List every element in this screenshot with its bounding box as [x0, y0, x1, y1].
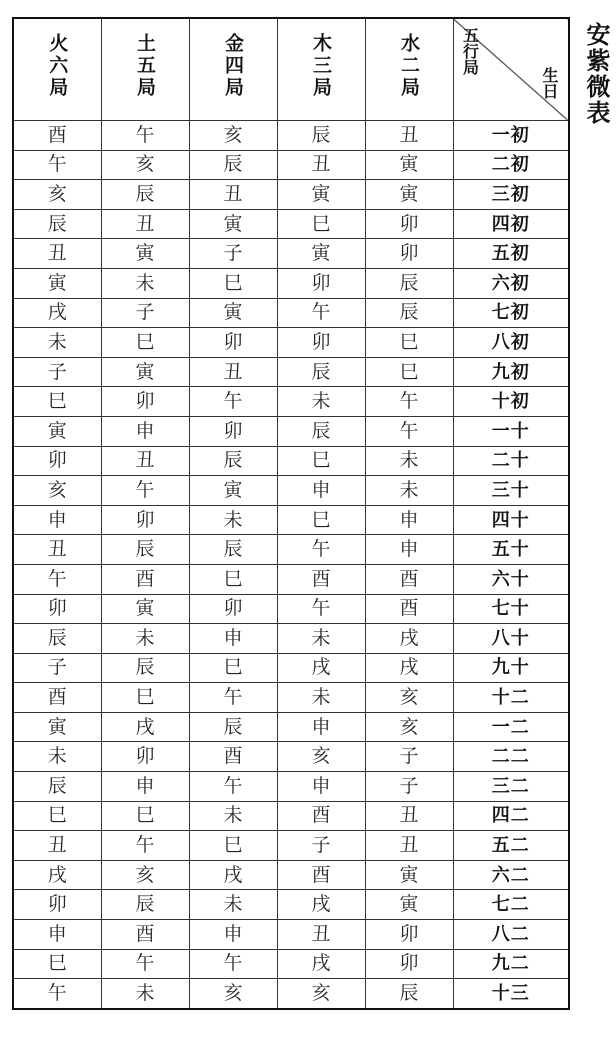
table-cell: 戌: [277, 949, 365, 979]
table-row: [13, 268, 569, 298]
table-cell: 子: [13, 653, 101, 683]
table-cell: 辰: [13, 624, 101, 654]
table-cell: 巳: [189, 268, 277, 298]
table-cell: 丑: [13, 239, 101, 269]
table-cell: 巳: [277, 446, 365, 476]
table-cell: 丑: [101, 446, 189, 476]
table-cell: 亥: [277, 979, 365, 1009]
table-cell: 辰: [13, 772, 101, 802]
table-row: [13, 860, 569, 890]
table-cell: 未: [365, 476, 453, 506]
table-cell: 未: [101, 268, 189, 298]
table-row: [13, 180, 569, 210]
table-cell: 辰: [101, 535, 189, 565]
table-cell: 卯: [101, 387, 189, 417]
table-cell: 寅: [189, 209, 277, 239]
table-cell: 酉: [101, 564, 189, 594]
table-row: [13, 446, 569, 476]
table-row: [13, 535, 569, 565]
table-row: [13, 328, 569, 358]
table-cell: 卯: [189, 416, 277, 446]
table-cell: 亥: [189, 121, 277, 151]
table-cell: 亥: [189, 979, 277, 1009]
table-cell: 辰: [277, 416, 365, 446]
table-cell: 寅: [101, 239, 189, 269]
birthday-cell: 三二: [453, 772, 569, 802]
table-cell: 酉: [277, 564, 365, 594]
table-cell: 辰: [277, 357, 365, 387]
table-cell: 亥: [13, 180, 101, 210]
birthday-cell: 十初: [453, 387, 569, 417]
table-cell: 亥: [13, 476, 101, 506]
table-cell: 未: [277, 624, 365, 654]
table-cell: 卯: [189, 328, 277, 358]
table-cell: 子: [13, 357, 101, 387]
table-row: [13, 357, 569, 387]
table-cell: 午: [189, 772, 277, 802]
table-row: [13, 387, 569, 417]
birthday-cell: 一初: [453, 121, 569, 151]
birthday-cell: 四初: [453, 209, 569, 239]
table-cell: 寅: [277, 180, 365, 210]
table-cell: 酉: [277, 860, 365, 890]
table-cell: 申: [13, 505, 101, 535]
table-cell: 巳: [365, 357, 453, 387]
table-cell: 巳: [101, 328, 189, 358]
table-cell: 酉: [13, 121, 101, 151]
table-cell: 巳: [277, 209, 365, 239]
table-cell: 寅: [13, 416, 101, 446]
table-cell: 寅: [365, 180, 453, 210]
table-cell: 亥: [101, 150, 189, 180]
table-cell: 卯: [13, 594, 101, 624]
table-cell: 辰: [189, 150, 277, 180]
table-row: [13, 624, 569, 654]
table-cell: 亥: [365, 683, 453, 713]
table-cell: 戌: [365, 653, 453, 683]
table-cell: 申: [101, 416, 189, 446]
table-cell: 寅: [13, 712, 101, 742]
table-row: [13, 594, 569, 624]
column-header: 水二局: [365, 18, 453, 121]
table-cell: 未: [101, 979, 189, 1009]
table-row: [13, 653, 569, 683]
table-cell: 卯: [13, 890, 101, 920]
birthday-cell: 八初: [453, 328, 569, 358]
column-header: 土五局: [101, 18, 189, 121]
table-cell: 寅: [277, 239, 365, 269]
table-row: [13, 476, 569, 506]
table-cell: 子: [365, 742, 453, 772]
table-cell: 寅: [365, 150, 453, 180]
table-cell: 未: [189, 890, 277, 920]
table-cell: 戌: [277, 653, 365, 683]
table-cell: 酉: [13, 683, 101, 713]
table-cell: 未: [13, 742, 101, 772]
table-cell: 酉: [365, 564, 453, 594]
corner-label-birthday: 生日: [540, 67, 559, 99]
table-cell: 午: [101, 476, 189, 506]
table-row: [13, 712, 569, 742]
table-row: [13, 801, 569, 831]
table-cell: 巳: [189, 831, 277, 861]
table-cell: 戌: [101, 712, 189, 742]
corner-label-five-elements: 五行局: [460, 27, 480, 75]
birthday-cell: 五初: [453, 239, 569, 269]
table-cell: 未: [101, 624, 189, 654]
table-row: [13, 209, 569, 239]
ziwei-table: [12, 17, 570, 1010]
table-cell: 巳: [13, 387, 101, 417]
table-cell: 辰: [365, 298, 453, 328]
table-cell: 卯: [101, 742, 189, 772]
table-row: [13, 683, 569, 713]
table-cell: 戌: [13, 298, 101, 328]
birthday-cell: 十二: [453, 683, 569, 713]
birthday-cell: 二初: [453, 150, 569, 180]
table-cell: 申: [189, 920, 277, 950]
table-cell: 丑: [365, 831, 453, 861]
table-cell: 亥: [101, 860, 189, 890]
birthday-cell: 二二: [453, 742, 569, 772]
table-cell: 午: [277, 535, 365, 565]
table-cell: 申: [365, 535, 453, 565]
table-cell: 丑: [101, 209, 189, 239]
table-cell: 午: [277, 298, 365, 328]
table-cell: 午: [189, 683, 277, 713]
table-cell: 丑: [189, 180, 277, 210]
table-cell: 辰: [189, 446, 277, 476]
birthday-cell: 五十: [453, 535, 569, 565]
table-cell: 寅: [13, 268, 101, 298]
birthday-cell: 六二: [453, 860, 569, 890]
table-cell: 申: [101, 772, 189, 802]
table-cell: 寅: [365, 860, 453, 890]
table-cell: 午: [13, 564, 101, 594]
birthday-cell: 六初: [453, 268, 569, 298]
table-cell: 卯: [365, 209, 453, 239]
table-cell: 丑: [277, 920, 365, 950]
table-cell: 酉: [189, 742, 277, 772]
table-row: [13, 239, 569, 269]
table-cell: 辰: [101, 653, 189, 683]
table-row: [13, 121, 569, 151]
table-cell: 卯: [189, 594, 277, 624]
table-cell: 午: [189, 387, 277, 417]
table-cell: 辰: [365, 268, 453, 298]
column-header: 木三局: [277, 18, 365, 121]
table-cell: 卯: [365, 239, 453, 269]
table-cell: 亥: [277, 742, 365, 772]
table-cell: 未: [277, 683, 365, 713]
table-cell: 酉: [101, 920, 189, 950]
table-cell: 卯: [101, 505, 189, 535]
table-cell: 未: [13, 328, 101, 358]
birthday-cell: 一二: [453, 712, 569, 742]
table-cell: 午: [101, 831, 189, 861]
birthday-cell: 九初: [453, 357, 569, 387]
table-cell: 子: [365, 772, 453, 802]
table-cell: 巳: [101, 683, 189, 713]
column-header: 金四局: [189, 18, 277, 121]
header-row: [13, 18, 569, 121]
table-cell: 申: [189, 624, 277, 654]
table-cell: 午: [365, 387, 453, 417]
table-cell: 辰: [189, 712, 277, 742]
table-cell: 卯: [13, 446, 101, 476]
table-cell: 申: [277, 712, 365, 742]
birthday-cell: 四十: [453, 505, 569, 535]
table-cell: 卯: [365, 920, 453, 950]
table-cell: 巳: [101, 801, 189, 831]
table-cell: 卯: [365, 949, 453, 979]
table-cell: 子: [101, 298, 189, 328]
table-cell: 巳: [365, 328, 453, 358]
table-cell: 酉: [277, 801, 365, 831]
table-row: [13, 564, 569, 594]
birthday-cell: 五二: [453, 831, 569, 861]
table-cell: 戌: [365, 624, 453, 654]
table-cell: 午: [13, 979, 101, 1009]
table-cell: 子: [189, 239, 277, 269]
birthday-cell: 七十: [453, 594, 569, 624]
table-row: [13, 772, 569, 802]
table-cell: 卯: [277, 268, 365, 298]
table-cell: 申: [365, 505, 453, 535]
table-cell: 午: [101, 949, 189, 979]
table-cell: 巳: [13, 949, 101, 979]
table-cell: 戌: [189, 860, 277, 890]
table-cell: 亥: [365, 712, 453, 742]
table-cell: 辰: [101, 890, 189, 920]
table-cell: 辰: [189, 535, 277, 565]
table-cell: 未: [365, 446, 453, 476]
birthday-cell: 七初: [453, 298, 569, 328]
table-cell: 丑: [13, 535, 101, 565]
table-cell: 巳: [189, 564, 277, 594]
table-row: [13, 505, 569, 535]
birthday-cell: 四二: [453, 801, 569, 831]
birthday-cell: 十三: [453, 979, 569, 1009]
table-cell: 巳: [277, 505, 365, 535]
table-cell: 寅: [101, 357, 189, 387]
table-row: [13, 742, 569, 772]
table-cell: 辰: [277, 121, 365, 151]
table-cell: 酉: [365, 594, 453, 624]
birthday-cell: 八二: [453, 920, 569, 950]
table-cell: 寅: [101, 594, 189, 624]
table-cell: 戌: [13, 860, 101, 890]
table-cell: 午: [101, 121, 189, 151]
table-cell: 戌: [277, 890, 365, 920]
birthday-cell: 九十: [453, 653, 569, 683]
table-cell: 巳: [189, 653, 277, 683]
birthday-cell: 三十: [453, 476, 569, 506]
table-cell: 未: [277, 387, 365, 417]
table-row: [13, 831, 569, 861]
birthday-cell: 六十: [453, 564, 569, 594]
table-cell: 丑: [189, 357, 277, 387]
table-cell: 未: [189, 801, 277, 831]
table-row: [13, 949, 569, 979]
table-row: [13, 979, 569, 1009]
table-cell: 辰: [13, 209, 101, 239]
corner-header: [453, 18, 569, 121]
table-cell: 寅: [189, 476, 277, 506]
birthday-cell: 九二: [453, 949, 569, 979]
table-cell: 丑: [13, 831, 101, 861]
table-cell: 子: [277, 831, 365, 861]
table-row: [13, 416, 569, 446]
table-cell: 申: [277, 476, 365, 506]
table-cell: 申: [277, 772, 365, 802]
table-cell: 卯: [277, 328, 365, 358]
page-title: 安紫微表: [582, 22, 610, 126]
table-row: [13, 298, 569, 328]
table-cell: 寅: [365, 890, 453, 920]
birthday-cell: 七二: [453, 890, 569, 920]
birthday-cell: 三初: [453, 180, 569, 210]
column-header: 火六局: [13, 18, 101, 121]
table-cell: 辰: [101, 180, 189, 210]
table-cell: 申: [13, 920, 101, 950]
table-cell: 丑: [365, 801, 453, 831]
birthday-cell: 八十: [453, 624, 569, 654]
birthday-cell: 二十: [453, 446, 569, 476]
table-cell: 辰: [365, 979, 453, 1009]
table-cell: 丑: [277, 150, 365, 180]
table-row: [13, 150, 569, 180]
table-row: [13, 920, 569, 950]
table-cell: 巳: [13, 801, 101, 831]
table-cell: 午: [365, 416, 453, 446]
table-cell: 寅: [189, 298, 277, 328]
table-cell: 丑: [365, 121, 453, 151]
table-cell: 午: [13, 150, 101, 180]
birthday-cell: 一十: [453, 416, 569, 446]
table-cell: 午: [189, 949, 277, 979]
table-row: [13, 890, 569, 920]
table-cell: 午: [277, 594, 365, 624]
table-cell: 未: [189, 505, 277, 535]
